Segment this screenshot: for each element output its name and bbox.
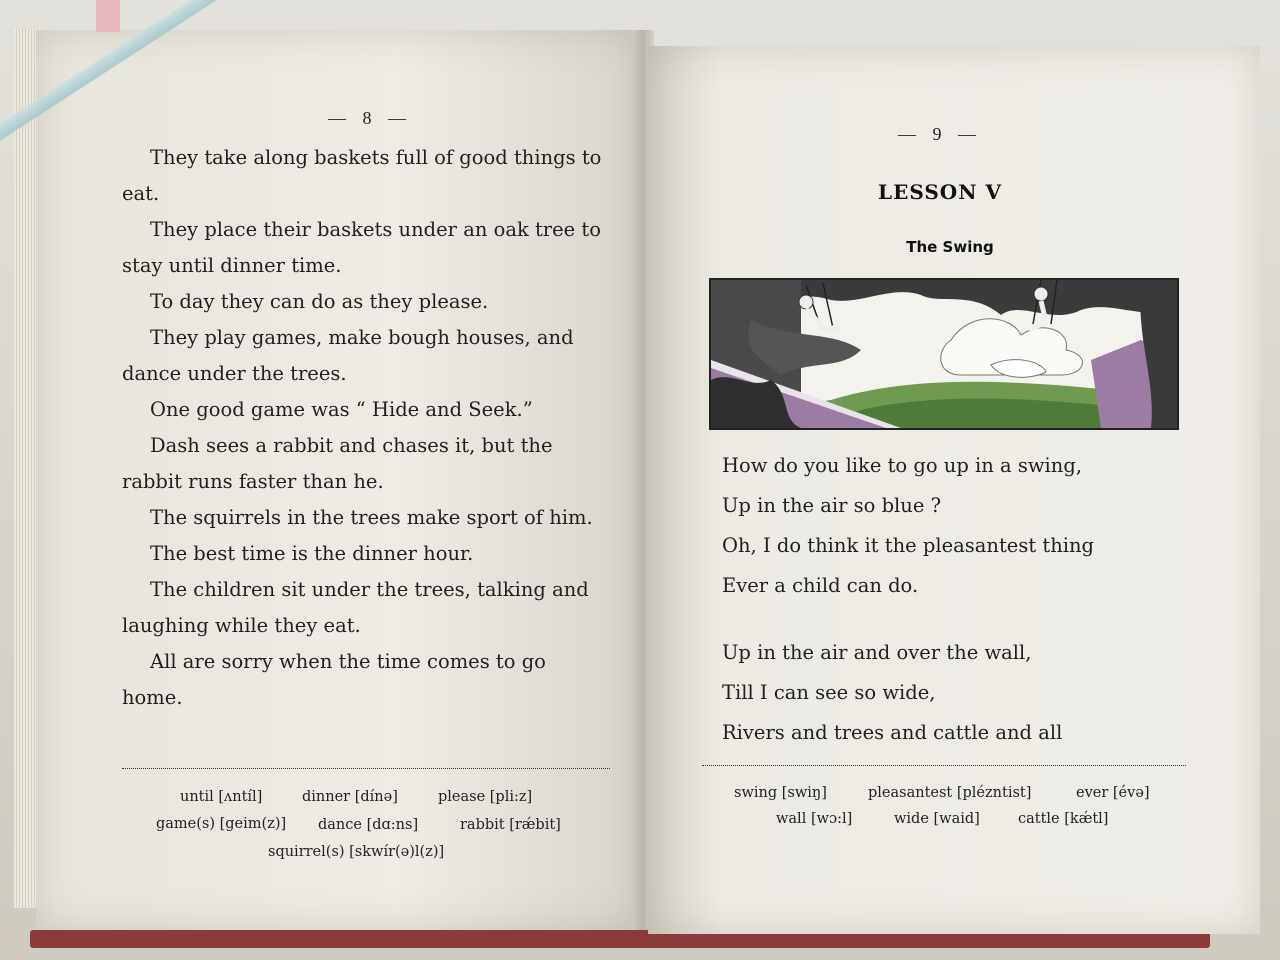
stanza-gap	[722, 606, 1202, 633]
paragraph: The children sit under the trees, talking and laughing while they eat.	[122, 578, 589, 637]
vocab-item: please [pli:z]	[438, 789, 533, 805]
poem-line: Till I can see so wide,	[722, 681, 936, 704]
right-page-number: — 9 —	[898, 124, 982, 144]
vocab-item: game(s) [geim(z)]	[156, 816, 287, 832]
paragraph: One good game was “ Hide and Seek.”	[150, 398, 533, 421]
paragraph: They take along baskets full of good things to eat.	[122, 146, 602, 205]
vocab-item: swing [swiŋ]	[734, 785, 827, 801]
vocab-item: pleasantest [plézntist]	[868, 785, 1032, 801]
paragraph: The squirrels in the trees make sport of him.	[150, 506, 593, 529]
vocab-item: wide [waid]	[894, 811, 980, 827]
left-page-body	[122, 140, 612, 716]
left-page-number: — 8 —	[328, 108, 412, 128]
vocab-item: dance [dɑ:ns]	[318, 817, 419, 833]
vocab-item: dinner [dínə]	[302, 789, 398, 805]
lesson-subtitle: The Swing	[906, 238, 994, 256]
poem-line: How do you like to go up in a swing,	[722, 454, 1083, 477]
paragraph: To day they can do as they please.	[150, 290, 489, 313]
paragraph: All are sorry when the time comes to go home.	[122, 650, 546, 709]
vocab-item: until [ʌntíl]	[180, 789, 263, 805]
poem-line: Ever a child can do.	[722, 574, 919, 597]
swing-illustration	[709, 278, 1179, 430]
bookmark-tab	[96, 0, 120, 32]
poem-line: Oh, I do think it the pleasantest thing	[722, 534, 1095, 557]
footnote-rule	[122, 768, 610, 769]
poem-line: Up in the air and over the wall,	[722, 641, 1032, 664]
poem-line: Rivers and trees and cattle and all	[722, 721, 1063, 744]
footnote-rule	[702, 765, 1186, 766]
poem-line: Up in the air so blue ?	[722, 494, 942, 517]
paragraph: They play games, make bough houses, and dance under the trees.	[122, 326, 574, 385]
vocab-item: squirrel(s) [skwír(ə)l(z)]	[268, 844, 445, 860]
paragraph: They place their baskets under an oak tree to stay until dinner time.	[122, 218, 601, 277]
vocab-item: wall [wɔ:l]	[776, 811, 853, 827]
swing-scene-image	[711, 280, 1177, 428]
poem	[722, 446, 1202, 753]
vocab-item: rabbit [rǽbit]	[460, 817, 561, 833]
paragraph: The best time is the dinner hour.	[150, 542, 474, 565]
lesson-title: LESSON V	[878, 180, 1002, 204]
vocab-item: ever [évə]	[1076, 785, 1150, 801]
paragraph: Dash sees a rabbit and chases it, but the rabbit runs faster than he.	[122, 434, 553, 493]
vocab-item: cattle [kǽtl]	[1018, 811, 1109, 827]
